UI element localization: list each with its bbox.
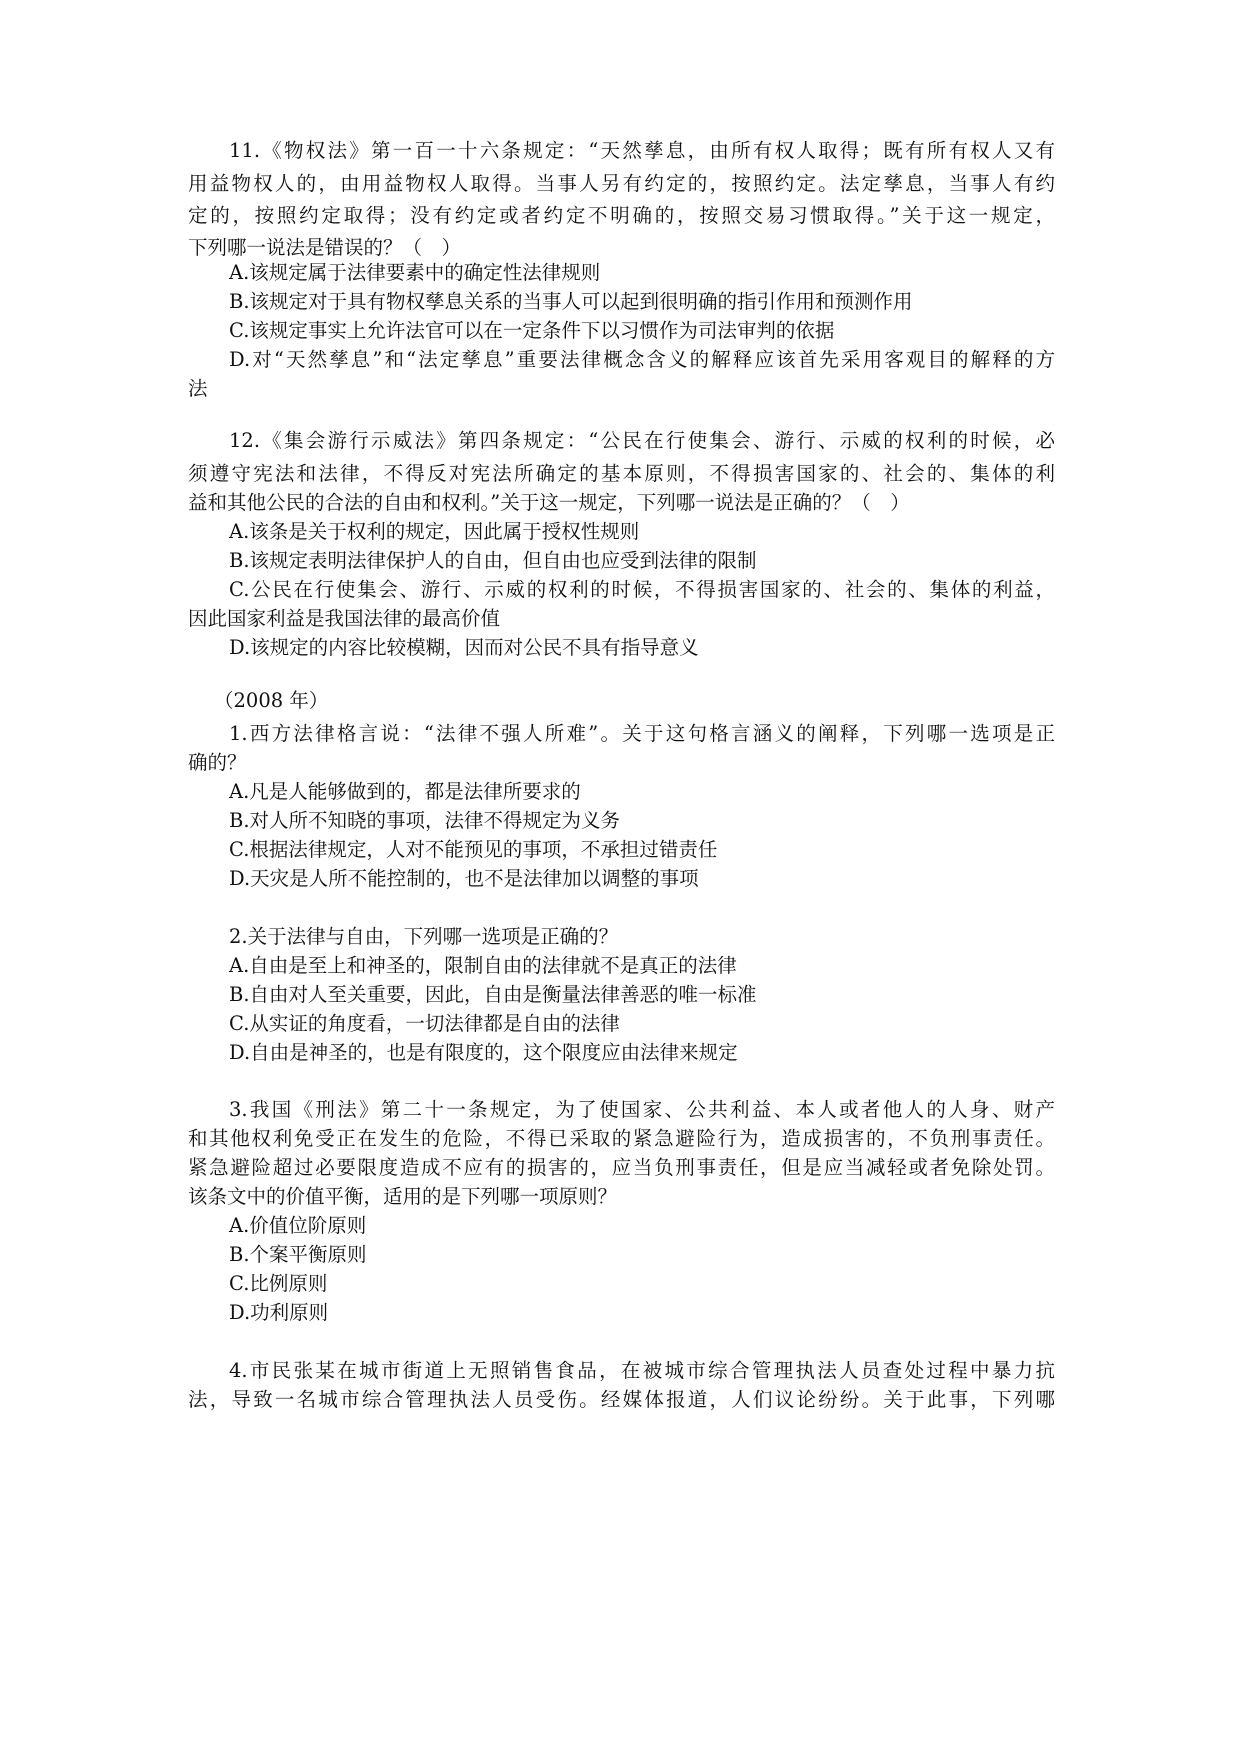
- question-stem-line: 12.《集会游行示威法》第四条规定：“公民在行使集会、游行、示威的权利的时候，必: [229, 429, 1055, 452]
- question-stem-line: 用益物权人的，由用益物权人取得。当事人另有约定的，按照约定。法定孳息，当事人有约: [188, 172, 1055, 195]
- option-d-continued: 法: [188, 377, 208, 400]
- question-stem-line: 确的？: [188, 751, 247, 774]
- option-d: D.该规定的内容比较模糊，因而对公民不具有指导意义: [229, 636, 699, 659]
- question-stem-line: 定的，按照约定取得；没有约定或者约定不明确的，按照交易习惯取得。”关于这一规定，: [188, 204, 1055, 227]
- option-a: A.自由是至上和神圣的，限制自由的法律就不是真正的法律: [229, 954, 737, 977]
- question-stem-line: 2.关于法律与自由，下列哪一选项是正确的？: [229, 925, 619, 948]
- option-d: D.自由是神圣的，也是有限度的，这个限度应由法律来规定: [229, 1041, 738, 1064]
- option-b: B.对人所不知晓的事项，法律不得规定为义务: [229, 809, 621, 832]
- option-c: C.比例原则: [229, 1272, 328, 1295]
- option-d: D.对“天然孳息”和“法定孳息”重要法律概念含义的解释应该首先采用客观目的解释的方: [229, 348, 1055, 371]
- question-stem-line: 须遵守宪法和法律，不得反对宪法所确定的基本原则，不得损害国家的、社会的、集体的利: [188, 462, 1055, 485]
- question-stem-line: 4.市民张某在城市街道上无照销售食品，在被城市综合管理执法人员查处过程中暴力抗: [229, 1359, 1055, 1382]
- question-stem-line: 法，导致一名城市综合管理执法人员受伤。经媒体报道，人们议论纷纷。关于此事，下列哪: [188, 1388, 1055, 1411]
- option-c-continued: 因此国家利益是我国法律的最高价值: [188, 607, 501, 630]
- question-stem-line: 益和其他公民的合法的自由和权利。”关于这一规定，下列哪一说法是正确的？（ ）: [188, 491, 910, 514]
- option-c: C.该规定事实上允许法官可以在一定条件下以习惯作为司法审判的依据: [229, 319, 835, 342]
- question-stem-line: 11.《物权法》第一百一十六条规定：“天然孳息，由所有权人取得；既有所有权人又有: [229, 139, 1055, 162]
- question-stem-line: 下列哪一说法是错误的？（ ）: [188, 236, 462, 259]
- option-c: C.从实证的角度看，一切法律都是自由的法律: [229, 1012, 620, 1035]
- question-stem-line: 紧急避险超过必要限度造成不应有的损害的，应当负刑事责任，但是应当减轻或者免除处罚。: [188, 1156, 1055, 1179]
- option-b: B.个案平衡原则: [229, 1243, 367, 1266]
- option-b: B.该规定表明法律保护人的自由，但自由也应受到法律的限制: [229, 549, 757, 572]
- option-a: A.该条是关于权利的规定，因此属于授权性规则: [229, 520, 640, 543]
- option-d: D.天灾是人所不能控制的，也不是法律加以调整的事项: [229, 867, 699, 890]
- question-stem-line: 和其他权利免受正在发生的危险，不得已采取的紧急避险行为，造成损害的，不负刑事责任。: [188, 1127, 1055, 1150]
- option-a: A.该规定属于法律要素中的确定性法律规则: [229, 261, 601, 284]
- option-d: D.功利原则: [229, 1301, 329, 1324]
- option-b: B.该规定对于具有物权孳息关系的当事人可以起到很明确的指引作用和预测作用: [229, 290, 913, 313]
- option-c: C.根据法律规定，人对不能预见的事项，不承担过错责任: [229, 838, 718, 861]
- option-a: A.凡是人能够做到的，都是法律所要求的: [229, 780, 581, 803]
- question-stem-line: 该条文中的价值平衡，适用的是下列哪一项原则？: [188, 1185, 618, 1208]
- year-heading: （2008 年）: [214, 689, 329, 712]
- question-stem-line: 1.西方法律格言说：“法律不强人所难”。关于这句格言涵义的阐释，下列哪一选项是正: [229, 722, 1055, 745]
- option-a: A.价值位阶原则: [229, 1214, 367, 1237]
- option-b: B.自由对人至关重要，因此，自由是衡量法律善恶的唯一标准: [229, 983, 757, 1006]
- question-stem-line: 3.我国《刑法》第二十一条规定，为了使国家、公共利益、本人或者他人的人身、财产: [229, 1098, 1055, 1121]
- option-c: C.公民在行使集会、游行、示威的权利的时候，不得损害国家的、社会的、集体的利益，: [229, 578, 1055, 601]
